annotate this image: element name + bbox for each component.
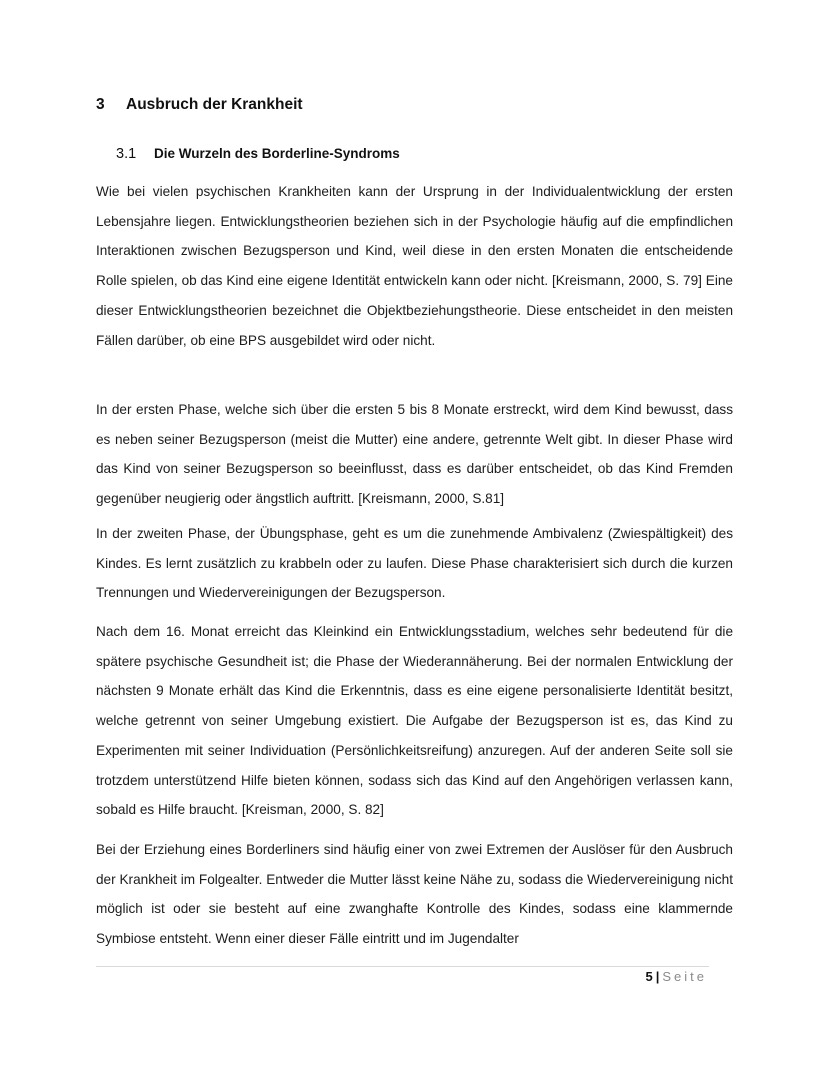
paragraph-4: Nach dem 16. Monat erreicht das Kleinkind ein Entwicklungsstadium, welches sehr bedeutend für die spätere psychische Gesundheit ist; die Phase der Wiederannäherung. Bei der normalen Entwicklung der nächsten 9 Monate erhält das Kind die Erkenntnis, dass es eine eigene personalisierte Identität besitzt, welche getrennt von seiner Umgebung existiert. Die Aufgabe der Bezugsperson ist es, das Kind zu Experimenten mit seiner Individuation (Persönlichkeitsreifung) anzuregen. Auf der anderen Seite soll sie trotzdem unterstützend Hilfe bieten können, sodass sich das Kind auf den Angehörigen verlassen kann, sobald es Hilfe braucht. [Kreisman, 2000, S. 82]: [96, 624, 733, 818]
paragraph-1: Wie bei vielen psychischen Krankheiten kann der Ursprung in der Individualentwicklung der ersten Lebensjahre liegen. Entwicklungstheorien beziehen sich in der Psychologie häufig auf die empfindlichen Interaktionen zwischen Bezugsperson und Kind, weil diese in den ersten Monaten die entscheidende Rolle spielen, ob das Kind eine eigene Identität entwickeln kann oder nicht. [Kreismann, 2000, S. 79] Eine dieser Entwicklungstheorien bezeichnet die Objektbeziehungstheorie. Diese entscheidet in den meisten Fällen darüber, ob eine BPS ausgebildet wird oder nicht.: [96, 184, 733, 348]
chapter-heading: [96, 96, 303, 114]
paragraph-2: In der ersten Phase, welche sich über die ersten 5 bis 8 Monate erstreckt, wird dem Kind bewusst, dass es neben seiner Bezugsperson (meist die Mutter) eine andere, getrennte Welt gibt. In dieser Phase wird das Kind von seiner Bezugsperson so beeinflusst, dass es darüber entscheidet, ob das Kind Fremden gegenüber neugierig oder ängstlich auftritt. [Kreismann, 2000, S.81]: [96, 402, 733, 507]
section-title: Die Wurzeln des Borderline-Syndroms: [154, 146, 400, 161]
chapter-title: Ausbruch der Krankheit: [126, 96, 303, 113]
page-label: Seite: [662, 969, 707, 984]
page-number: 5: [645, 969, 653, 984]
paragraph-5: Bei der Erziehung eines Borderliners sind häufig einer von zwei Extremen der Auslöser für den Ausbruch der Krankheit im Folgealter. Entweder die Mutter lässt keine Nähe zu, sodass die Wiedervereinigung nicht möglich ist oder sie besteht auf eine zwanghafte Kontrolle des Kindes, sodass eine klammernde Symbiose entsteht. Wenn einer dieser Fälle eintritt und im Jugendalter: [96, 842, 733, 947]
footer-separator: |: [655, 969, 660, 984]
chapter-number: 3: [96, 96, 105, 113]
footer-divider: [96, 966, 709, 967]
section-number: 3.1: [116, 146, 137, 162]
page-footer: [645, 969, 707, 984]
paragraph-3: In der zweiten Phase, der Übungsphase, geht es um die zunehmende Ambivalenz (Zwiespältigkeit) des Kindes. Es lernt zusätzlich zu krabbeln oder zu laufen. Diese Phase charakterisiert sich durch die kurzen Trennungen und Wiedervereinigungen der Bezugsperson.: [96, 526, 733, 601]
section-heading: [116, 146, 400, 162]
